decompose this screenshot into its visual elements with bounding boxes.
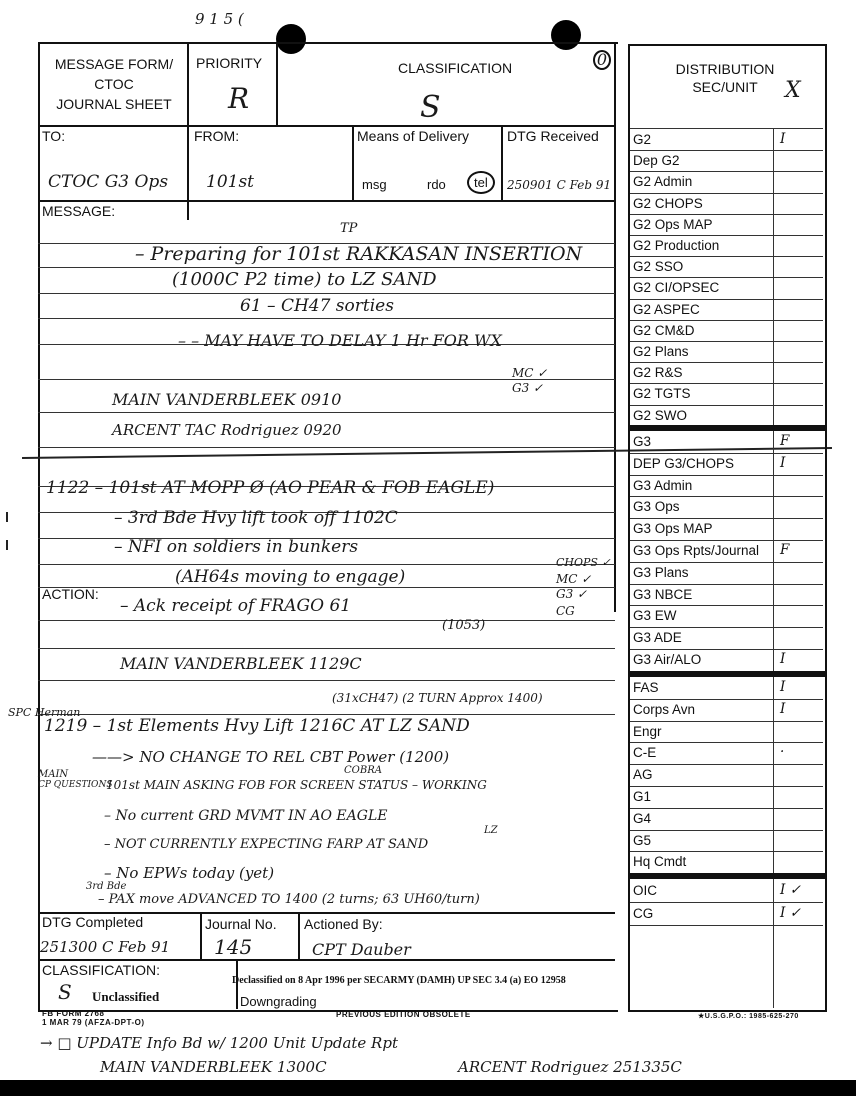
distribution-row (630, 193, 823, 215)
distribution-row (630, 584, 823, 607)
distribution-row-label: OIC (633, 883, 658, 898)
distribution-row (630, 496, 823, 519)
msg-line-25: CP QUESTIONS (38, 780, 113, 790)
priority-label: PRIORITY (196, 55, 263, 71)
msg-line-17: – Ack receipt of FRAGO 61 (120, 596, 352, 616)
distribution-row (630, 540, 823, 563)
distribution-row (630, 851, 823, 874)
msg-line-20: (31xCH47) (2 TURN Approx 1400) (332, 691, 543, 705)
top-scribble: 9 1 5 ( (195, 10, 244, 28)
msg-line-7: MAIN VANDERBLEEK 0910 (112, 390, 342, 409)
distribution-row (630, 235, 823, 257)
dtg-received-label: DTG Received (507, 128, 599, 144)
msg-line-10: – 3rd Bde Hvy lift took off 1102C (114, 508, 398, 528)
declassified-note: Declassified on 8 Apr 1996 per SECARMY (DAMH) UP SEC 3.4 (a) EO 12958 (232, 975, 566, 986)
distribution-header-mark: X (785, 78, 801, 103)
msg-line-16: CG (556, 604, 575, 618)
distribution-row-mark: I (780, 131, 786, 147)
distribution-row (630, 475, 823, 498)
distribution-row-label: G2 ASPEC (633, 301, 700, 317)
distribution-row (630, 362, 823, 384)
msg-line-9: 1122 – 101st AT MOPP Ø (AO PEAR & FOB EAGLE) (46, 478, 495, 498)
distribution-row (630, 299, 823, 321)
distribution-row-label: G3 ADE (633, 630, 682, 646)
msg-line-21: SPC Herman (8, 706, 81, 719)
downgrading-label: Downgrading (240, 994, 317, 1009)
distribution-row-mark: I ✓ (780, 905, 801, 921)
distribution-row-label: G2 CM&D (633, 322, 695, 338)
distribution-row (630, 605, 823, 628)
distribution-row-label: G2 TGTS (633, 386, 691, 402)
distribution-row-mark: F (780, 433, 790, 449)
distribution-row-label: AG (633, 767, 653, 783)
msg-line-29: LZ (484, 825, 498, 836)
distribution-row-mark: · (780, 744, 785, 761)
distribution-row (630, 341, 823, 363)
msg-line-5: MC ✓ (512, 366, 548, 380)
distribution-row (630, 214, 823, 236)
distribution-row-mark: F (780, 542, 790, 558)
unclassified-stamp: Unclassified (92, 989, 160, 1004)
msg-line-1: – Preparing for 101st RAKKASAN INSERTION (135, 243, 583, 265)
distribution-row-label: G3 Ops (633, 499, 680, 515)
distribution-row (630, 562, 823, 585)
bottom-edge-bar (0, 1080, 856, 1096)
distribution-row-mark: I ✓ (780, 882, 801, 898)
distribution-row (630, 721, 823, 744)
msg-line-6: G3 ✓ (512, 381, 544, 395)
distribution-row (630, 699, 823, 722)
distribution-row (630, 405, 823, 427)
msg-line-30: – NOT CURRENTLY EXPECTING FARP AT SAND (104, 837, 429, 852)
form-date: 1 MAR 79 (AFZA-DPT-O) (42, 1018, 145, 1027)
distribution-row-label: G2 Production (633, 238, 720, 253)
distribution-row-label: G2 SSO (633, 259, 684, 275)
msg-line-3: 61 – CH47 sorties (240, 296, 394, 316)
msg-line-26: COBRA (344, 765, 382, 776)
from-value: 101st (206, 172, 255, 192)
means-rdo: rdo (427, 177, 446, 192)
distribution-row-label: G2 CI/OPSEC (633, 280, 720, 296)
distribution-row (630, 879, 823, 903)
distribution-row-label: G3 EW (633, 608, 677, 624)
distribution-row-label: CG (633, 906, 654, 921)
distribution-row (630, 383, 823, 405)
distribution-row-label: C-E (633, 745, 657, 761)
msg-line-33: – PAX move ADVANCED TO 1400 (2 turns; 63 UH60/turn) (98, 892, 480, 907)
form-id: FB FORM 2768 (42, 1009, 105, 1018)
classification-footer-value: S (58, 980, 72, 1004)
distribution-row (630, 786, 823, 809)
message-label: MESSAGE: (42, 203, 116, 219)
means-msg: msg (362, 177, 387, 192)
distribution-row (630, 171, 823, 193)
msg-line-22: 1219 – 1st Elements Hvy Lift 1216C AT LZ SAND (44, 716, 470, 736)
msg-line-15: G3 ✓ (556, 587, 588, 601)
msg-line-19: MAIN VANDERBLEEK 1129C (120, 654, 362, 673)
actioned-by-label: Actioned By: (304, 916, 383, 932)
distribution-row-label: G2 Plans (633, 344, 689, 359)
msg-line-28: – No current GRD MVMT IN AO EAGLE (104, 808, 388, 824)
distribution-row-label: G2 CHOPS (633, 195, 703, 211)
distribution-row-label: Dep G2 (633, 153, 680, 169)
distribution-row (630, 902, 823, 926)
distribution-row-mark: I (780, 454, 786, 471)
corner-mark: 0 (593, 50, 611, 70)
distribution-row-label: G4 (633, 810, 652, 826)
journal-no-label: Journal No. (205, 916, 277, 932)
distribution-row-label: G2 SWO (633, 407, 688, 423)
distribution-row (630, 764, 823, 787)
distribution-row (630, 150, 823, 172)
to-value: CTOC G3 Ops (48, 172, 169, 192)
msg-line-8: ARCENT TAC Rodriguez 0920 (112, 421, 342, 439)
actioned-by-value: CPT Dauber (312, 940, 411, 959)
distribution-row (630, 129, 823, 151)
distribution-row-label: G2 Ops MAP (633, 216, 713, 232)
distribution-row (630, 277, 823, 299)
action-label: ACTION: (42, 586, 99, 602)
form-title-line-3: JOURNAL SHEET (56, 96, 172, 112)
means-of-delivery-label: Means of Delivery (357, 128, 470, 144)
bottom-note-2: MAIN VANDERBLEEK 1300C (100, 1058, 327, 1076)
distribution-row (630, 627, 823, 650)
dtg-completed-label: DTG Completed (42, 914, 144, 930)
from-label: FROM: (194, 128, 240, 144)
msg-line-27: 101st MAIN ASKING FOB FOR SCREEN STATUS – WORKING (106, 778, 487, 792)
distribution-row-label: G3 Air/ALO (633, 652, 702, 667)
msg-line-14: MC ✓ (556, 572, 592, 586)
distribution-row (630, 320, 823, 342)
priority-value: R (228, 82, 250, 115)
distribution-row-label: G3 NBCE (633, 586, 693, 602)
gpo-number: ★U.S.G.P.O.: 1985-625-270 (698, 1013, 799, 1020)
distribution-row-label: G3 Admin (633, 477, 693, 493)
classification-value: S (420, 90, 441, 125)
dtg-completed-value: 251300 C Feb 91 (40, 938, 171, 956)
distribution-row (630, 649, 823, 672)
distribution-row-label: G5 (633, 832, 652, 848)
distribution-row-label: G3 Plans (633, 564, 689, 580)
means-tel-circled: tel (467, 171, 495, 194)
form-title-line-1: MESSAGE FORM/ (54, 56, 174, 72)
msg-line-18: (1053) (442, 618, 486, 633)
distribution-row-label: FAS (633, 680, 659, 695)
distribution-row-label: G3 Ops Rpts/Journal (633, 543, 760, 558)
form-title (44, 54, 184, 114)
distribution-header-line-1: DISTRIBUTION (675, 61, 775, 77)
distribution-row (630, 518, 823, 541)
distribution-row-mark: I (780, 651, 786, 667)
msg-line-23: ——> NO CHANGE TO REL CBT Power (1200) (92, 748, 450, 766)
distribution-row-label: G3 Ops MAP (633, 521, 713, 537)
distribution-row (630, 256, 823, 278)
distribution-row-label: DEP G3/CHOPS (633, 455, 735, 471)
bottom-note-3: ARCENT Rodriguez 251335C (458, 1058, 682, 1076)
margin-tick-2 (6, 540, 8, 550)
distribution-row (630, 830, 823, 853)
distribution-row-label: Engr (633, 723, 662, 739)
distribution-row-label: G3 (633, 434, 652, 449)
distribution-row-label: G2 (633, 132, 652, 147)
dtg-received-value: 250901 C Feb 91 (507, 178, 612, 192)
distribution-row (630, 808, 823, 831)
distribution-row-label: G2 Admin (633, 174, 693, 190)
previous-edition: PREVIOUS EDITION OBSOLETE (336, 1010, 471, 1019)
form-title-line-2: CTOC (94, 76, 134, 92)
bottom-note-1: → □ UPDATE Info Bd w/ 1200 Unit Update Rpt (40, 1034, 398, 1052)
distribution-row-label: G2 R&S (633, 365, 683, 381)
msg-line-32: 3rd Bde (86, 881, 127, 892)
distribution-row-mark: I (780, 679, 786, 695)
classification-footer-label: CLASSIFICATION: (42, 962, 160, 978)
distribution-row-label: Corps Avn (633, 701, 696, 717)
msg-line-4: – – MAY HAVE TO DELAY 1 Hr FOR WX (178, 331, 502, 350)
distribution-row-mark: I (780, 700, 786, 717)
msg-line-0: TP (340, 221, 358, 236)
msg-line-11: – NFI on soldiers in bunkers (114, 537, 359, 557)
margin-tick-1 (6, 512, 8, 522)
msg-line-12: (AH64s moving to engage) (175, 567, 406, 587)
to-label: TO: (42, 128, 66, 144)
distribution-row-label: G1 (633, 789, 652, 804)
distribution-row (630, 742, 823, 765)
distribution-header-line-2: SEC/UNIT (692, 79, 758, 95)
msg-line-31: – No EPWs today (yet) (104, 864, 275, 882)
msg-line-13: CHOPS ✓ (556, 556, 611, 569)
journal-no-value: 145 (214, 935, 253, 959)
msg-line-2: (1000C P2 time) to LZ SAND (172, 269, 437, 290)
distribution-row (630, 431, 823, 454)
distribution-row-label: Hq Cmdt (633, 854, 687, 870)
distribution-row (630, 677, 823, 700)
msg-line-24: MAIN (38, 769, 69, 780)
distribution-row (630, 453, 823, 476)
classification-label: CLASSIFICATION (398, 60, 513, 76)
